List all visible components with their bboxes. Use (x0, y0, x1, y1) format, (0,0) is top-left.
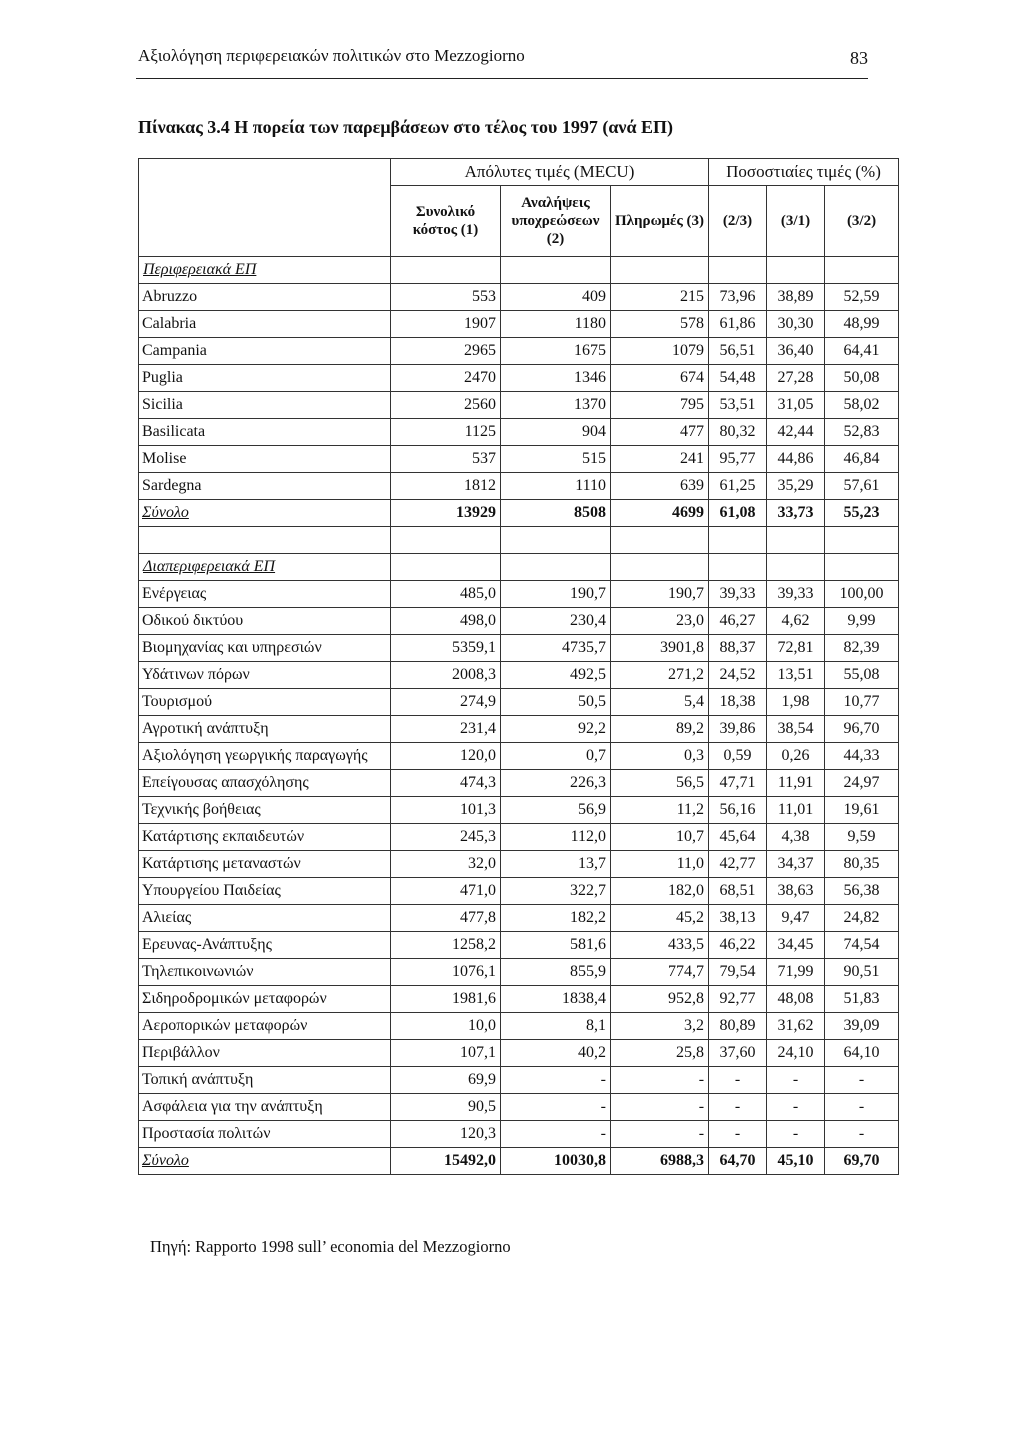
value-cell: 64,41 (825, 338, 899, 365)
section-header-row (139, 257, 899, 284)
value-cell: 50,08 (825, 365, 899, 392)
table-row (139, 1121, 899, 1148)
table-row (139, 608, 899, 635)
value-cell: 73,96 (709, 284, 767, 311)
value-cell: 241 (611, 446, 709, 473)
value-cell: 23,0 (611, 608, 709, 635)
row-label: Sicilia (139, 392, 391, 419)
value-cell: 34,45 (767, 932, 825, 959)
row-label: Βιομηχανίας και υπηρεσιών (139, 635, 391, 662)
value-cell: 4735,7 (501, 635, 611, 662)
value-cell: 40,2 (501, 1040, 611, 1067)
table-row (139, 365, 899, 392)
column-header: Αναλήψεις υποχρεώσεων (2) (501, 186, 611, 257)
row-label: Τηλεπικοινωνιών (139, 959, 391, 986)
value-cell: 69,9 (391, 1067, 501, 1094)
value-cell: 61,86 (709, 311, 767, 338)
row-label: Αεροπορικών μεταφορών (139, 1013, 391, 1040)
value-cell: 24,97 (825, 770, 899, 797)
value-cell: 11,2 (611, 797, 709, 824)
value-cell: 409 (501, 284, 611, 311)
value-cell: 107,1 (391, 1040, 501, 1067)
value-cell: 24,82 (825, 905, 899, 932)
value-cell: 271,2 (611, 662, 709, 689)
statistics-table (138, 158, 899, 1175)
value-cell: - (709, 1094, 767, 1121)
empty-cell (709, 554, 767, 581)
value-cell: 80,32 (709, 419, 767, 446)
value-cell: 9,99 (825, 608, 899, 635)
value-cell: 44,86 (767, 446, 825, 473)
value-cell: 96,70 (825, 716, 899, 743)
value-cell: 1907 (391, 311, 501, 338)
row-label: Υδάτινων πόρων (139, 662, 391, 689)
value-cell: 5359,1 (391, 635, 501, 662)
table-row (139, 851, 899, 878)
value-cell: 56,16 (709, 797, 767, 824)
value-cell: 80,35 (825, 851, 899, 878)
value-cell: 45,10 (767, 1148, 825, 1175)
empty-cell (611, 554, 709, 581)
section-title: Περιφερειακά ΕΠ (139, 257, 391, 284)
value-cell: 1076,1 (391, 959, 501, 986)
value-cell: 31,05 (767, 392, 825, 419)
value-cell: 537 (391, 446, 501, 473)
value-cell: 13929 (391, 500, 501, 527)
value-cell: 74,54 (825, 932, 899, 959)
value-cell: 11,01 (767, 797, 825, 824)
empty-cell (709, 257, 767, 284)
value-cell: 56,5 (611, 770, 709, 797)
value-cell: 578 (611, 311, 709, 338)
value-cell: - (709, 1067, 767, 1094)
value-cell: 1346 (501, 365, 611, 392)
value-cell: 39,33 (709, 581, 767, 608)
value-cell: 38,54 (767, 716, 825, 743)
empty-cell (501, 527, 611, 554)
value-cell: 9,47 (767, 905, 825, 932)
value-cell: 48,08 (767, 986, 825, 1013)
table-row (139, 689, 899, 716)
value-cell: 46,27 (709, 608, 767, 635)
value-cell: 35,29 (767, 473, 825, 500)
running-head: Αξιολόγηση περιφερειακών πολιτικών στο Mezzogiorno (138, 46, 525, 65)
value-cell: 230,4 (501, 608, 611, 635)
column-header: Πληρωμές (3) (611, 186, 709, 257)
table-row (139, 311, 899, 338)
value-cell: 101,3 (391, 797, 501, 824)
value-cell: 322,7 (501, 878, 611, 905)
value-cell: 639 (611, 473, 709, 500)
value-cell: 1,98 (767, 689, 825, 716)
value-cell: 1079 (611, 338, 709, 365)
value-cell: 38,63 (767, 878, 825, 905)
value-cell: 553 (391, 284, 501, 311)
table-row (139, 1067, 899, 1094)
table-caption: Πίνακας 3.4 Η πορεία των παρεμβάσεων στο τέλος του 1997 (ανά ΕΠ) (138, 117, 674, 137)
row-label: Αγροτική ανάπτυξη (139, 716, 391, 743)
value-cell: 1812 (391, 473, 501, 500)
value-cell: 8,1 (501, 1013, 611, 1040)
value-cell: 1110 (501, 473, 611, 500)
value-cell: 2008,3 (391, 662, 501, 689)
row-label: Προστασία πολιτών (139, 1121, 391, 1148)
group-absolute-header: Απόλυτες τιμές (MECU) (391, 159, 709, 186)
value-cell: 190,7 (501, 581, 611, 608)
row-label: Calabria (139, 311, 391, 338)
value-cell: 38,89 (767, 284, 825, 311)
value-cell: 2560 (391, 392, 501, 419)
row-label: Ασφάλεια για την ανάπτυξη (139, 1094, 391, 1121)
table-row (139, 743, 899, 770)
table-row (139, 824, 899, 851)
column-header: (3/1) (767, 186, 825, 257)
empty-cell (501, 554, 611, 581)
row-label: Κατάρτισης εκπαιδευτών (139, 824, 391, 851)
table-row (139, 338, 899, 365)
value-cell: 0,59 (709, 743, 767, 770)
value-cell: 112,0 (501, 824, 611, 851)
value-cell: 38,13 (709, 905, 767, 932)
value-cell: 10030,8 (501, 1148, 611, 1175)
row-label: Αξιολόγηση γεωργικής παραγωγής (139, 743, 391, 770)
value-cell: 24,10 (767, 1040, 825, 1067)
header-row-groups (139, 159, 899, 186)
value-cell: 182,2 (501, 905, 611, 932)
value-cell: 56,51 (709, 338, 767, 365)
header-blank-cell (139, 159, 391, 257)
value-cell: 37,60 (709, 1040, 767, 1067)
empty-cell (139, 527, 391, 554)
row-label: Molise (139, 446, 391, 473)
row-label: Abruzzo (139, 284, 391, 311)
value-cell: 27,28 (767, 365, 825, 392)
value-cell: 477 (611, 419, 709, 446)
value-cell: 1258,2 (391, 932, 501, 959)
value-cell: 492,5 (501, 662, 611, 689)
value-cell: 46,22 (709, 932, 767, 959)
value-cell: - (611, 1121, 709, 1148)
value-cell: 581,6 (501, 932, 611, 959)
value-cell: 10,0 (391, 1013, 501, 1040)
row-label: Αλιείας (139, 905, 391, 932)
row-label: Σύνολο (139, 500, 391, 527)
value-cell: 795 (611, 392, 709, 419)
value-cell: 13,51 (767, 662, 825, 689)
total-row (139, 500, 899, 527)
value-cell: 2965 (391, 338, 501, 365)
value-cell: 57,61 (825, 473, 899, 500)
value-cell: - (767, 1094, 825, 1121)
value-cell: 952,8 (611, 986, 709, 1013)
row-label: Επείγουσας απασχόλησης (139, 770, 391, 797)
empty-cell (709, 527, 767, 554)
value-cell: 47,71 (709, 770, 767, 797)
value-cell: - (709, 1121, 767, 1148)
row-label: Ενέργειας (139, 581, 391, 608)
value-cell: 18,38 (709, 689, 767, 716)
table-row (139, 284, 899, 311)
value-cell: 474,3 (391, 770, 501, 797)
value-cell: 52,59 (825, 284, 899, 311)
source-note: Πηγή: Rapporto 1998 sull’ economia del Mezzogiorno (150, 1237, 511, 1256)
table-row (139, 392, 899, 419)
value-cell: 80,89 (709, 1013, 767, 1040)
table-row (139, 581, 899, 608)
value-cell: 485,0 (391, 581, 501, 608)
value-cell: 11,91 (767, 770, 825, 797)
value-cell: 45,2 (611, 905, 709, 932)
table-row (139, 986, 899, 1013)
value-cell: 55,08 (825, 662, 899, 689)
value-cell: 182,0 (611, 878, 709, 905)
empty-cell (611, 527, 709, 554)
empty-cell (767, 527, 825, 554)
value-cell: 4699 (611, 500, 709, 527)
value-cell: 190,7 (611, 581, 709, 608)
column-header: (3/2) (825, 186, 899, 257)
section-title: Διαπεριφερειακά ΕΠ (139, 554, 391, 581)
value-cell: 34,37 (767, 851, 825, 878)
value-cell: 42,77 (709, 851, 767, 878)
value-cell: 120,0 (391, 743, 501, 770)
value-cell: 1180 (501, 311, 611, 338)
value-cell: 100,00 (825, 581, 899, 608)
value-cell: 64,70 (709, 1148, 767, 1175)
value-cell: 39,86 (709, 716, 767, 743)
table-row (139, 1013, 899, 1040)
value-cell: 31,62 (767, 1013, 825, 1040)
total-row (139, 1148, 899, 1175)
table-row (139, 932, 899, 959)
value-cell: 56,9 (501, 797, 611, 824)
value-cell: 82,39 (825, 635, 899, 662)
empty-cell (825, 527, 899, 554)
value-cell: 24,52 (709, 662, 767, 689)
value-cell: - (501, 1094, 611, 1121)
value-cell: 50,5 (501, 689, 611, 716)
table-row (139, 635, 899, 662)
value-cell: 95,77 (709, 446, 767, 473)
value-cell: 54,48 (709, 365, 767, 392)
value-cell: 231,4 (391, 716, 501, 743)
row-label: Τεχνικής βοήθειας (139, 797, 391, 824)
value-cell: 1370 (501, 392, 611, 419)
empty-cell (391, 257, 501, 284)
value-cell: 904 (501, 419, 611, 446)
value-cell: 19,61 (825, 797, 899, 824)
table-row (139, 1040, 899, 1067)
value-cell: 3901,8 (611, 635, 709, 662)
value-cell: 33,73 (767, 500, 825, 527)
value-cell: 69,70 (825, 1148, 899, 1175)
value-cell: 42,44 (767, 419, 825, 446)
value-cell: 39,09 (825, 1013, 899, 1040)
table-row (139, 959, 899, 986)
value-cell: 5,4 (611, 689, 709, 716)
value-cell: 56,38 (825, 878, 899, 905)
value-cell: 855,9 (501, 959, 611, 986)
value-cell: 71,99 (767, 959, 825, 986)
value-cell: 477,8 (391, 905, 501, 932)
value-cell: 39,33 (767, 581, 825, 608)
empty-cell (391, 527, 501, 554)
value-cell: 674 (611, 365, 709, 392)
value-cell: 498,0 (391, 608, 501, 635)
value-cell: 1675 (501, 338, 611, 365)
section-header-row (139, 554, 899, 581)
column-header: Συνολικό κόστος (1) (391, 186, 501, 257)
value-cell: 58,02 (825, 392, 899, 419)
value-cell: 0,26 (767, 743, 825, 770)
row-label: Σύνολο (139, 1148, 391, 1175)
value-cell: - (611, 1067, 709, 1094)
value-cell: 1838,4 (501, 986, 611, 1013)
empty-cell (391, 554, 501, 581)
value-cell: 10,77 (825, 689, 899, 716)
value-cell: 61,25 (709, 473, 767, 500)
row-label: Sardegna (139, 473, 391, 500)
value-cell: 92,2 (501, 716, 611, 743)
value-cell: 774,7 (611, 959, 709, 986)
value-cell: 44,33 (825, 743, 899, 770)
table-row (139, 905, 899, 932)
value-cell: 515 (501, 446, 611, 473)
row-label: Υπουργείου Παιδείας (139, 878, 391, 905)
value-cell: 88,37 (709, 635, 767, 662)
table-row (139, 419, 899, 446)
value-cell: 45,64 (709, 824, 767, 851)
value-cell: 32,0 (391, 851, 501, 878)
row-label: Σιδηροδρομικών μεταφορών (139, 986, 391, 1013)
row-label: Campania (139, 338, 391, 365)
value-cell: 1125 (391, 419, 501, 446)
table-row (139, 797, 899, 824)
row-label: Τοπική ανάπτυξη (139, 1067, 391, 1094)
table-row (139, 662, 899, 689)
table-row (139, 446, 899, 473)
value-cell: 471,0 (391, 878, 501, 905)
table-row (139, 878, 899, 905)
row-label: Basilicata (139, 419, 391, 446)
value-cell: 10,7 (611, 824, 709, 851)
value-cell: - (501, 1121, 611, 1148)
value-cell: 11,0 (611, 851, 709, 878)
value-cell: 25,8 (611, 1040, 709, 1067)
value-cell: - (825, 1067, 899, 1094)
value-cell: - (501, 1067, 611, 1094)
table-row (139, 473, 899, 500)
value-cell: - (767, 1067, 825, 1094)
spacer-row (139, 527, 899, 554)
value-cell: 36,40 (767, 338, 825, 365)
table-row (139, 1094, 899, 1121)
page-number: 83 (850, 48, 868, 68)
value-cell: 274,9 (391, 689, 501, 716)
row-label: Κατάρτισης μεταναστών (139, 851, 391, 878)
value-cell: 90,5 (391, 1094, 501, 1121)
empty-cell (501, 257, 611, 284)
empty-cell (825, 554, 899, 581)
value-cell: 4,38 (767, 824, 825, 851)
value-cell: 433,5 (611, 932, 709, 959)
value-cell: 1981,6 (391, 986, 501, 1013)
value-cell: 90,51 (825, 959, 899, 986)
row-label: Ερευνας-Ανάπτυξης (139, 932, 391, 959)
value-cell: 245,3 (391, 824, 501, 851)
value-cell: 55,23 (825, 500, 899, 527)
value-cell: - (825, 1121, 899, 1148)
value-cell: 6988,3 (611, 1148, 709, 1175)
value-cell: 13,7 (501, 851, 611, 878)
value-cell: 72,81 (767, 635, 825, 662)
table-row (139, 770, 899, 797)
empty-cell (767, 554, 825, 581)
value-cell: 79,54 (709, 959, 767, 986)
row-label: Τουρισμού (139, 689, 391, 716)
empty-cell (825, 257, 899, 284)
value-cell: - (825, 1094, 899, 1121)
row-label: Περιβάλλον (139, 1040, 391, 1067)
value-cell: 46,84 (825, 446, 899, 473)
row-label: Puglia (139, 365, 391, 392)
value-cell: 215 (611, 284, 709, 311)
value-cell: 3,2 (611, 1013, 709, 1040)
table-row (139, 716, 899, 743)
value-cell: 61,08 (709, 500, 767, 527)
value-cell: - (611, 1094, 709, 1121)
value-cell: 48,99 (825, 311, 899, 338)
value-cell: 68,51 (709, 878, 767, 905)
value-cell: - (767, 1121, 825, 1148)
row-label: Οδικού δικτύου (139, 608, 391, 635)
value-cell: 30,30 (767, 311, 825, 338)
header-rule (136, 78, 868, 79)
empty-cell (767, 257, 825, 284)
value-cell: 15492,0 (391, 1148, 501, 1175)
value-cell: 8508 (501, 500, 611, 527)
value-cell: 4,62 (767, 608, 825, 635)
group-percent-header: Ποσοστιαίες τιμές (%) (709, 159, 899, 186)
value-cell: 92,77 (709, 986, 767, 1013)
value-cell: 52,83 (825, 419, 899, 446)
value-cell: 9,59 (825, 824, 899, 851)
column-header: (2/3) (709, 186, 767, 257)
value-cell: 0,7 (501, 743, 611, 770)
value-cell: 51,83 (825, 986, 899, 1013)
empty-cell (611, 257, 709, 284)
value-cell: 120,3 (391, 1121, 501, 1148)
value-cell: 0,3 (611, 743, 709, 770)
value-cell: 64,10 (825, 1040, 899, 1067)
value-cell: 53,51 (709, 392, 767, 419)
value-cell: 2470 (391, 365, 501, 392)
value-cell: 89,2 (611, 716, 709, 743)
value-cell: 226,3 (501, 770, 611, 797)
